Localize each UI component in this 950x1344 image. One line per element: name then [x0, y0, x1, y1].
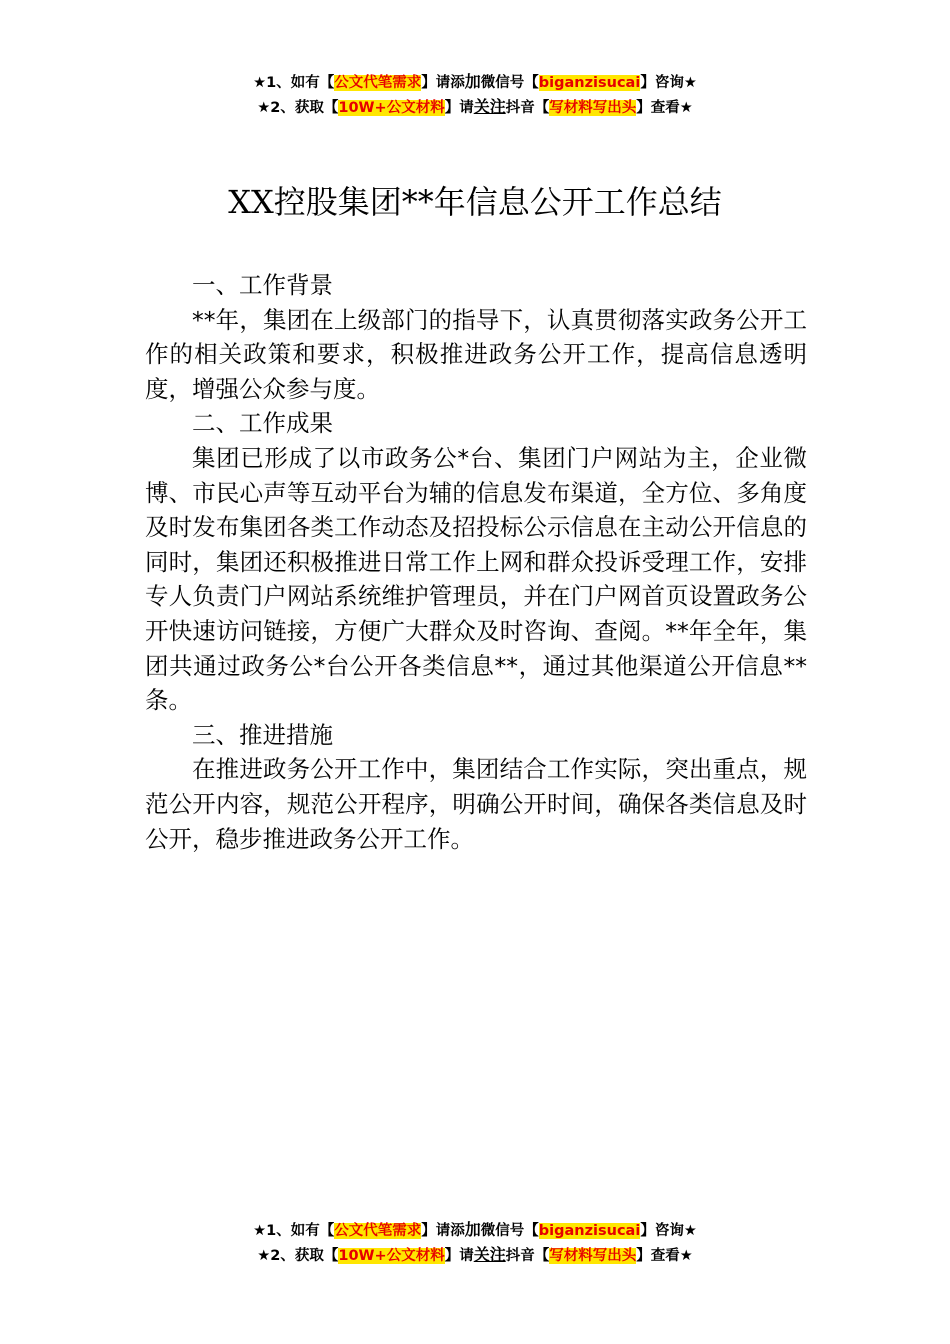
notice-text: 关注 [473, 1245, 506, 1264]
notice-text: 】请添 [421, 75, 465, 91]
notice-text: 】查看★ [636, 100, 693, 116]
notice-text: 关注 [473, 97, 506, 116]
notice-text: 抖音【 [505, 1248, 550, 1264]
notice-highlight-wechat: biganzisucai [538, 1223, 641, 1239]
notice-text: 】请添 [421, 1223, 465, 1239]
notice-line-1 [0, 70, 950, 95]
section-heading: 二、工作成果 [192, 409, 333, 438]
notice-highlight: 公文代笔需求 [334, 1223, 422, 1239]
footer-notice [0, 1218, 950, 1268]
notice-highlight-wechat: biganzisucai [538, 75, 641, 91]
document-title: XX控股集团**年信息公开工作总结 [228, 183, 722, 221]
section-paragraph: 在推进政务公开工作中，集团结合工作实际，突出重点，规范公开内容，规范公开程序，明确公开时间，确保各类信息及时公开，稳步推进政务公开工作。 [145, 755, 807, 853]
notice-text: 】请 [444, 100, 474, 116]
notice-text: 微信号【 [480, 75, 539, 91]
notice-text: 微信号【 [480, 1223, 539, 1239]
notice-text: 】查看★ [636, 1248, 693, 1264]
notice-text: ★1、如有【 [253, 75, 335, 91]
notice-text: 】咨询★ [640, 1223, 697, 1239]
notice-text: ★1、如有【 [253, 1223, 335, 1239]
notice-highlight: 10W+公文材料 [338, 1248, 445, 1264]
section-heading: 一、工作背景 [192, 271, 333, 299]
notice-text: 加 [464, 72, 481, 91]
section-paragraph: **年，集团在上级部门的指导下，认真贯彻落实政务公开工作的相关政策和要求，积极推进政务公开工作，提高信息透明度，增强公众参与度。 [145, 305, 807, 403]
notice-text: 】请 [444, 1248, 474, 1264]
notice-text: ★2、获取【 [257, 1248, 339, 1264]
notice-line-1 [0, 1218, 950, 1243]
notice-highlight-douyin: 写材料写出头 [549, 100, 637, 116]
header-notice [0, 70, 950, 120]
notice-line-2 [0, 1243, 950, 1268]
notice-text: 】咨询★ [640, 75, 697, 91]
section-paragraph: 集团已形成了以市政务公*台、集团门户网站为主，企业微博、市民心声等互动平台为辅的信息发布渠道，全方位、多角度及时发布集团各类工作动态及招投标公示信息在主动公开信息的同时，集团还积极推进日常工作上网和群众投诉受理工作，安排专人负责门户网站系统维护管理员，并在门户网首页设置政务公开快速访问链接，方便广大群众及时咨询、查阅。**年全年，集团共通过政务公*台公开各类信息**，通过其他渠道公开信息**条。 [145, 443, 807, 715]
document-body [145, 268, 807, 856]
notice-highlight: 10W+公文材料 [338, 100, 445, 116]
notice-text: ★2、获取【 [257, 100, 339, 116]
notice-highlight: 公文代笔需求 [334, 75, 422, 91]
section-heading: 三、推进措施 [192, 720, 333, 749]
notice-text: 抖音【 [505, 100, 550, 116]
notice-text: 加 [464, 1220, 481, 1239]
notice-highlight-douyin: 写材料写出头 [549, 1248, 637, 1264]
notice-line-2 [0, 95, 950, 120]
